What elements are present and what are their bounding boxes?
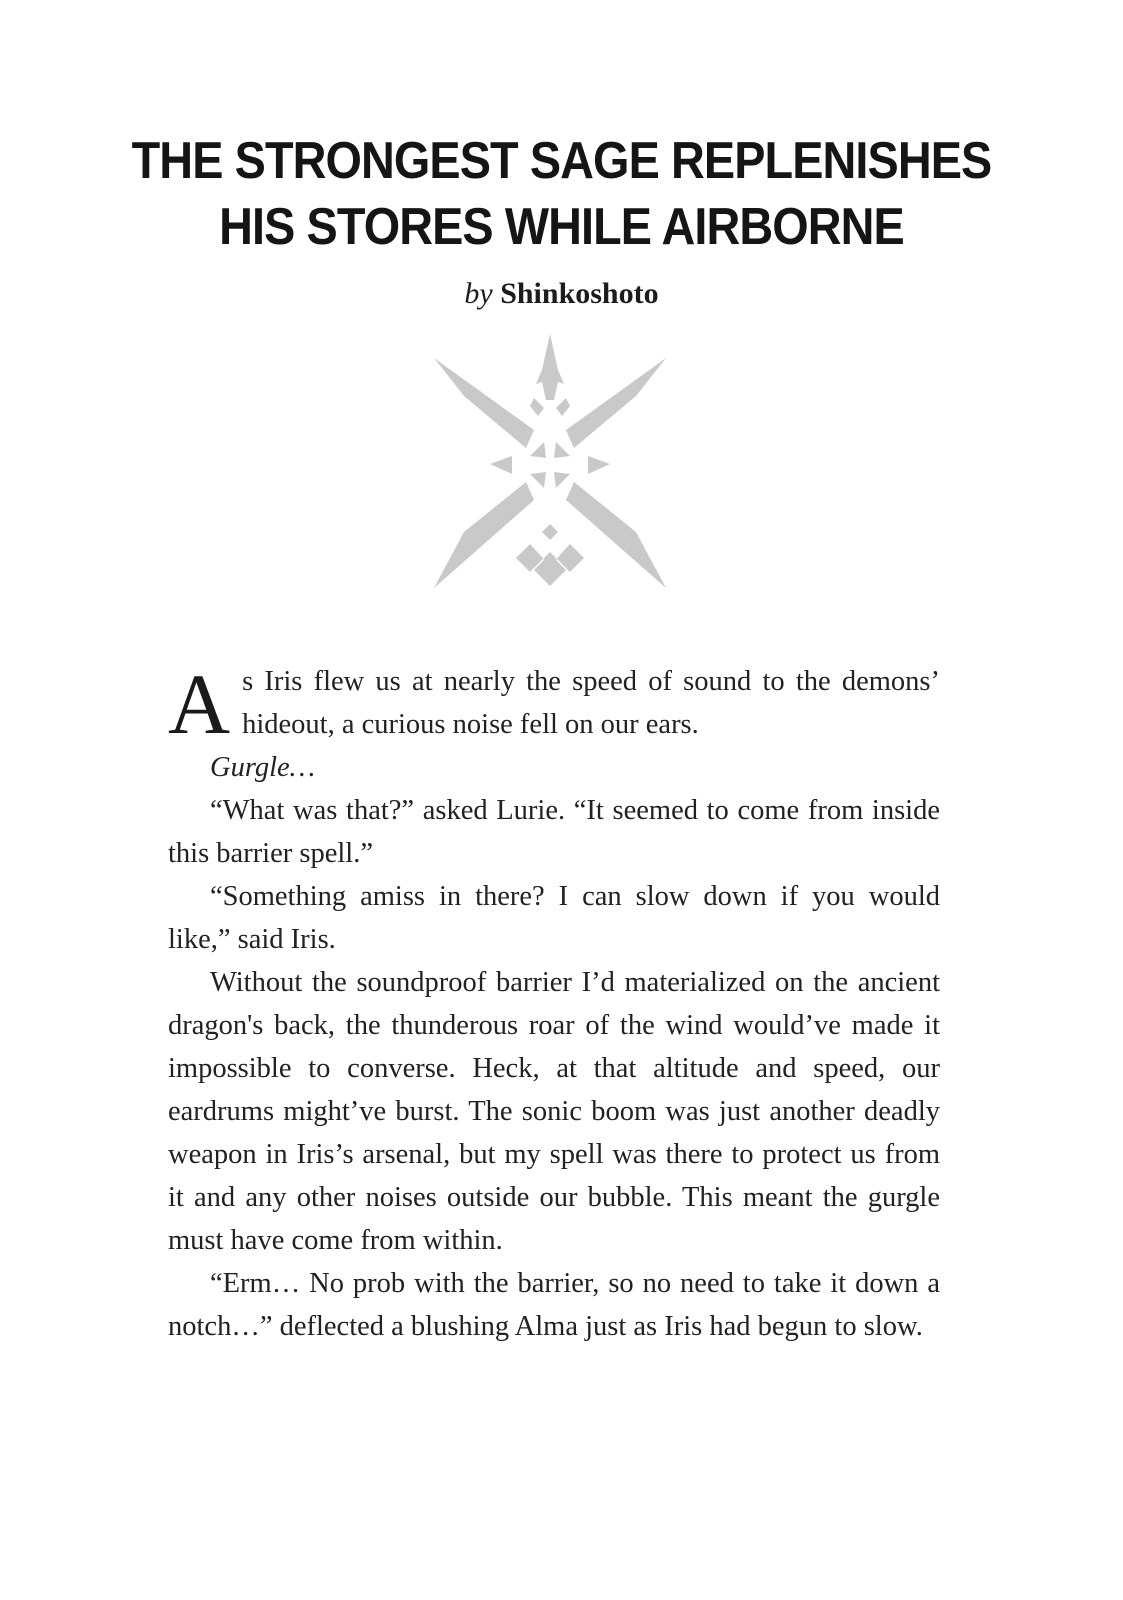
- paragraph-6: “Erm… No prob with the barrier, so no need to take it down a notch…” deflected a blushing Alma just as Iris had begun to slow.: [168, 1268, 940, 1342]
- paragraph-3: “What was that?” asked Lurie. “It seemed to come from inside this barrier spell.”: [168, 795, 940, 869]
- star-emblem-icon: [430, 332, 670, 596]
- byline-by: by: [464, 277, 493, 310]
- author-name: Shinkoshoto: [500, 277, 659, 310]
- byline: [0, 276, 1123, 312]
- chapter-title: [56, 128, 1067, 260]
- chapter-title-line-2: HIS STORES WHILE AIRBORNE: [219, 198, 904, 256]
- drop-cap: A: [168, 656, 231, 752]
- paragraph-5: Without the soundproof barrier I’d materialized on the ancient dragon's back, the thunderous roar of the wind would’ve made it impossible to converse. Heck, at that altitude and speed, our eardrums might’ve burst. The sonic boom was just another deadly weapon in Iris’s arsenal, but my spell was there to protect us from it and any other noises outside our bubble. This meant the gurgle must have come from within.: [168, 967, 940, 1256]
- body-text: [168, 656, 940, 1348]
- paragraph-2: Gurgle…: [210, 752, 316, 783]
- paragraph-1: [168, 656, 940, 752]
- paragraph-1-text: s Iris flew us at nearly the speed of sound to the demons’ hideout, a curious noise fell on our ears.: [242, 666, 940, 740]
- paragraph-4: “Something amiss in there? I can slow down if you would like,” said Iris.: [168, 881, 940, 955]
- chapter-title-line-1: THE STRONGEST SAGE REPLENISHES: [131, 132, 992, 190]
